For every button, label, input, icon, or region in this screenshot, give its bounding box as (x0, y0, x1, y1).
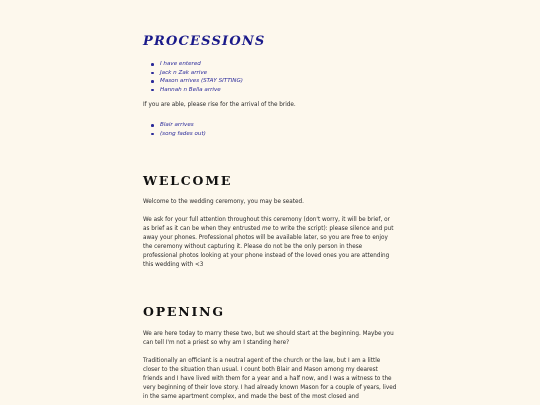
opening-intro-paragraph: We are here today to marry these two, but we should start at the beginning. Maybe you can tell I'm not a priest so why am I standing here? (143, 331, 394, 346)
list-item: Mason arrives (STAY SITTING) (160, 78, 243, 85)
welcome-heading: WELCOME (143, 173, 233, 188)
processions-stage-directions-2 (143, 121, 206, 138)
attention-text-end: to write the script): please silence and put away your phones. Professional photos will be available later, so you are free to enjoy the ceremony without capturing it. Please do not be the only person in these professional photos looking at your phone instead of the loved ones you are attending this wedding with <3 (143, 226, 394, 268)
attention-text-emphasis: me (261, 226, 272, 232)
welcome-attention-paragraph (143, 216, 398, 270)
rise-paragraph: If you are able, please rise for the arrival of the bride. (143, 102, 296, 108)
processions-stage-directions-1 (143, 60, 243, 94)
welcome-seated-paragraph: Welcome to the wedding ceremony, you may be seated. (143, 199, 304, 205)
opening-tradition-paragraph: Traditionally an officiant is a neutral agent of the church or the law, but I am a little closer to the situation than usual. I count both Blair and Mason among my dearest friends and I have lived with them for a year and a half now, and I was a witness to the very beginning of their love story. I had already known Mason for a couple of years, lived in the same apartment complex, and made the best of the most closed and (143, 358, 397, 400)
attention-text-start: We ask for your full attention throughout this ceremony (don't worry, it will be brief, or as brief as it can be when they entrusted (143, 217, 390, 232)
list-item: Jack n Zak arrive (160, 69, 243, 78)
list-item: (song fades out) (160, 130, 206, 137)
list-item: I have entered (160, 60, 243, 69)
processions-heading: PROCESSIONS (143, 34, 266, 49)
list-item: Blair arrives (160, 121, 206, 130)
list-item: Hannah n Bella arrive (160, 86, 243, 95)
opening-heading: OPENING (143, 304, 225, 319)
